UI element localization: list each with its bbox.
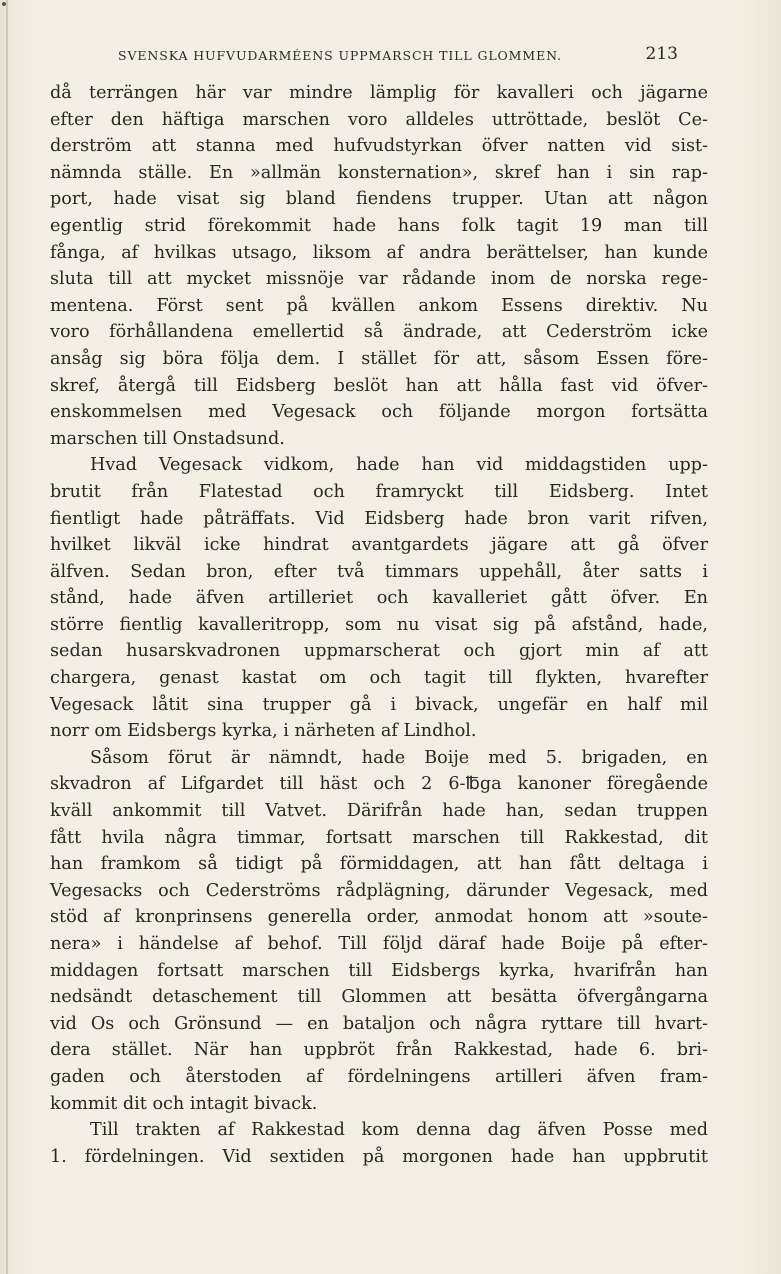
paragraph-end-line: kommit dit och intagit bivack. [50, 1093, 318, 1114]
text-line: middagen fortsatt marschen till Eidsbergs kyrka, hvarifrån han [50, 960, 708, 981]
text-line: nedsändt detaschement till Glommen att besätta öfvergångarna [50, 987, 708, 1008]
text-line: ansåg sig böra följa dem. I stället för att, såsom Essen före- [50, 348, 708, 369]
corner-speck [2, 2, 6, 6]
text-line: Vegesack låtit sina trupper gå i bivack, ungefär en half mil [50, 694, 708, 715]
text-line: chargera, genast kastat om och tagit till flykten, hvarefter [50, 668, 708, 689]
text-line: Vegesacks och Cederströms rådplägning, därunder Vegesack, med [50, 880, 708, 901]
page-number: 213 [645, 44, 678, 64]
text-line: skvadron af Lifgardet till häst och 2 6-℔ga kanoner föregående [50, 774, 708, 795]
text-line: kväll ankommit till Vatvet. Därifrån hade han, sedan truppen [50, 801, 708, 822]
paragraph-end-line: marschen till Onstadsund. [50, 428, 285, 449]
body-text [50, 80, 708, 1170]
paragraph-start-line: Hvad Vegesack vidkom, hade han vid middagstiden upp- [90, 455, 708, 476]
binding-edge [6, 0, 8, 1274]
text-line: vid Os och Grönsund — en bataljon och några ryttare till hvart- [50, 1013, 708, 1034]
text-line: brutit från Flatestad och framryckt till Eidsberg. Intet [50, 481, 708, 502]
text-line: egentlig strid förekommit hade hans folk tagit 19 man till [50, 215, 708, 236]
text-line: voro förhållandena emellertid så ändrade, att Cederström icke [50, 322, 708, 343]
text-line: port, hade visat sig bland fiendens trupper. Utan att någon [50, 189, 708, 210]
paragraph-start-line: Till trakten af Rakkestad kom denna dag äfven Posse med [90, 1120, 708, 1141]
text-line: derström att stanna med hufvudstyrkan öfver natten vid sist- [50, 136, 708, 157]
paragraph-end-line: norr om Eidsbergs kyrka, i närheten af Lindhol. [50, 721, 477, 742]
text-line: han framkom så tidigt på förmiddagen, att han fått deltaga i [50, 854, 708, 875]
text-line: då terrängen här var mindre lämplig för kavalleri och jägarne [50, 83, 708, 103]
text-line: stöd af kronprinsens generella order, anmodat honom att »soute- [50, 907, 708, 928]
text-line: stånd, hade äfven artilleriet och kavalleriet gått öfver. En [50, 588, 708, 609]
running-header [118, 44, 678, 72]
text-line: 1. fördelningen. Vid sextiden på morgonen hade han uppbrutit [50, 1146, 708, 1167]
text-line: dera stället. När han uppbröt från Rakkestad, hade 6. bri- [50, 1040, 708, 1061]
text-line: skref, återgå till Eidsberg beslöt han att hålla fast vid öfver- [50, 375, 708, 396]
paragraph-start-line: Såsom förut är nämndt, hade Boije med 5. brigaden, en [90, 747, 708, 768]
text-line: hvilket likväl icke hindrat avantgardets jägare att gå öfver [50, 535, 708, 556]
text-line: större fientlig kavalleritropp, som nu visat sig på afstånd, hade, [50, 614, 708, 635]
text-line: fått hvila några timmar, fortsatt marschen till Rakkestad, dit [50, 827, 708, 848]
running-head-title: SVENSKA HUFVUDARMÉENS UPPMARSCH TILL GLOMMEN. [118, 48, 563, 63]
text-line: sedan husarskvadronen uppmarscherat och gjort min af att [50, 641, 708, 662]
text-line: mentena. Först sent på kvällen ankom Essens direktiv. Nu [50, 295, 708, 316]
text-line: fientligt hade påträffats. Vid Eidsberg hade bron varit rifven, [50, 508, 708, 529]
text-line: nämnda ställe. En »allmän konsternation», skref han i sin rap- [50, 162, 708, 183]
text-line: enskommelsen med Vegesack och följande morgon fortsätta [50, 402, 708, 423]
text-line: efter den häftiga marschen voro alldeles uttröttade, beslöt Ce- [50, 109, 708, 130]
text-line: gaden och återstoden af fördelningens artilleri äfven fram- [50, 1066, 708, 1087]
text-line: sluta till att mycket missnöje var rådande inom de norska rege- [50, 269, 708, 290]
text-line: älfven. Sedan bron, efter två timmars uppehåll, åter satts i [50, 561, 708, 582]
text-line: nera» i händelse af behof. Till följd däraf hade Boije på efter- [50, 934, 708, 954]
text-line: fånga, af hvilkas utsago, liksom af andra berättelser, han kunde [50, 242, 708, 263]
